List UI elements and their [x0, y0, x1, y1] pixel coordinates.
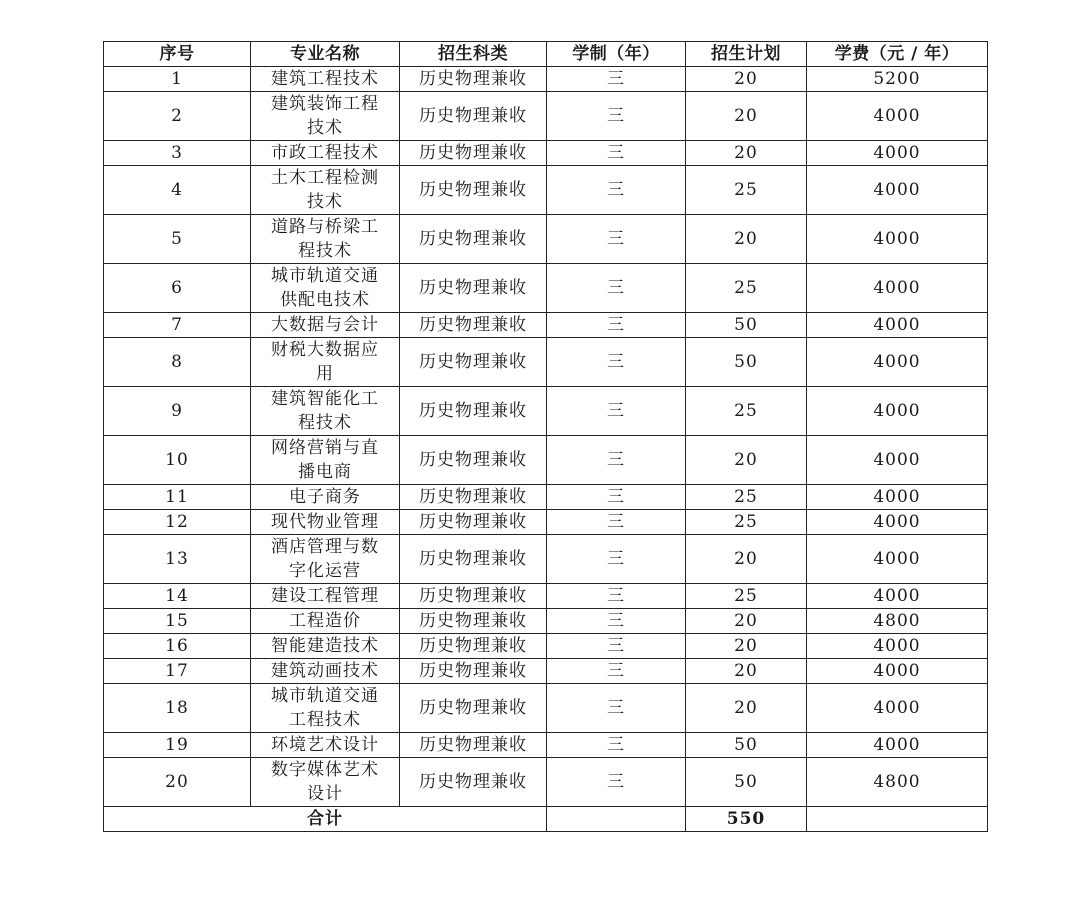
cell-years: 三: [547, 338, 686, 387]
table-row: [104, 264, 988, 313]
cell-years: 三: [547, 684, 686, 733]
cell-no: 20: [104, 758, 251, 807]
cell-years: 三: [547, 584, 686, 609]
cell-plan: 20: [686, 634, 807, 659]
cell-no: 12: [104, 510, 251, 535]
cell-category: 历史物理兼收: [400, 634, 547, 659]
cell-major: 数字媒体艺术 设计: [251, 758, 400, 807]
cell-major: 工程造价: [251, 609, 400, 634]
cell-no: 17: [104, 659, 251, 684]
table-row: [104, 659, 988, 684]
cell-plan: 20: [686, 67, 807, 92]
table-row: [104, 535, 988, 584]
table-row: [104, 313, 988, 338]
cell-category: 历史物理兼收: [400, 141, 547, 166]
cell-major: 智能建造技术: [251, 634, 400, 659]
cell-years: 三: [547, 387, 686, 436]
cell-fee: 4000: [807, 485, 988, 510]
cell-category: 历史物理兼收: [400, 313, 547, 338]
cell-fee: 4800: [807, 758, 988, 807]
cell-major: 城市轨道交通 工程技术: [251, 684, 400, 733]
table-row: [104, 338, 988, 387]
cell-category: 历史物理兼收: [400, 92, 547, 141]
cell-major: 道路与桥梁工 程技术: [251, 215, 400, 264]
cell-plan: 50: [686, 313, 807, 338]
column-header-category: 招生科类: [400, 42, 547, 67]
cell-fee: 4000: [807, 92, 988, 141]
total-label: 合计: [104, 807, 547, 832]
table-row: [104, 510, 988, 535]
cell-plan: 20: [686, 436, 807, 485]
cell-fee: 4000: [807, 387, 988, 436]
table-row: [104, 485, 988, 510]
cell-no: 15: [104, 609, 251, 634]
cell-no: 3: [104, 141, 251, 166]
cell-major: 电子商务: [251, 485, 400, 510]
cell-years: 三: [547, 733, 686, 758]
cell-no: 1: [104, 67, 251, 92]
cell-plan: 20: [686, 92, 807, 141]
cell-plan: 20: [686, 609, 807, 634]
cell-plan: 20: [686, 141, 807, 166]
cell-category: 历史物理兼收: [400, 758, 547, 807]
table-row: [104, 758, 988, 807]
cell-years: 三: [547, 634, 686, 659]
cell-no: 6: [104, 264, 251, 313]
cell-fee: 4000: [807, 584, 988, 609]
cell-plan: 20: [686, 684, 807, 733]
cell-years: 三: [547, 67, 686, 92]
cell-plan: 20: [686, 215, 807, 264]
cell-fee: 4000: [807, 338, 988, 387]
cell-years: 三: [547, 436, 686, 485]
cell-fee: 5200: [807, 67, 988, 92]
table-row: [104, 609, 988, 634]
cell-years: 三: [547, 609, 686, 634]
admissions-table: [103, 41, 988, 832]
cell-major: 财税大数据应 用: [251, 338, 400, 387]
cell-category: 历史物理兼收: [400, 338, 547, 387]
cell-major: 建设工程管理: [251, 584, 400, 609]
table-row: [104, 387, 988, 436]
cell-plan: 20: [686, 659, 807, 684]
cell-fee: 4000: [807, 684, 988, 733]
cell-plan: 50: [686, 733, 807, 758]
cell-category: 历史物理兼收: [400, 436, 547, 485]
cell-category: 历史物理兼收: [400, 535, 547, 584]
cell-category: 历史物理兼收: [400, 67, 547, 92]
cell-major: 酒店管理与数 字化运营: [251, 535, 400, 584]
cell-years: 三: [547, 313, 686, 338]
cell-major: 环境艺术设计: [251, 733, 400, 758]
cell-plan: 25: [686, 264, 807, 313]
column-header-major: 专业名称: [251, 42, 400, 67]
cell-category: 历史物理兼收: [400, 166, 547, 215]
cell-category: 历史物理兼收: [400, 584, 547, 609]
cell-years: 三: [547, 92, 686, 141]
column-header-no: 序号: [104, 42, 251, 67]
cell-fee: 4000: [807, 264, 988, 313]
cell-category: 历史物理兼收: [400, 510, 547, 535]
table-header-row: [104, 42, 988, 67]
table-row: [104, 684, 988, 733]
cell-major: 城市轨道交通 供配电技术: [251, 264, 400, 313]
cell-plan: 25: [686, 166, 807, 215]
cell-major: 现代物业管理: [251, 510, 400, 535]
cell-major: 网络营销与直 播电商: [251, 436, 400, 485]
cell-no: 19: [104, 733, 251, 758]
table-row: [104, 733, 988, 758]
column-header-fee: 学费（元 / 年）: [807, 42, 988, 67]
cell-no: 13: [104, 535, 251, 584]
cell-no: 2: [104, 92, 251, 141]
cell-major: 市政工程技术: [251, 141, 400, 166]
cell-fee: 4000: [807, 215, 988, 264]
cell-category: 历史物理兼收: [400, 387, 547, 436]
table-body: [104, 67, 988, 807]
column-header-plan: 招生计划: [686, 42, 807, 67]
cell-years: 三: [547, 535, 686, 584]
cell-plan: 25: [686, 485, 807, 510]
cell-no: 16: [104, 634, 251, 659]
table-row: [104, 166, 988, 215]
cell-no: 18: [104, 684, 251, 733]
cell-no: 4: [104, 166, 251, 215]
cell-years: 三: [547, 264, 686, 313]
cell-plan: 25: [686, 584, 807, 609]
table-row: [104, 92, 988, 141]
total-row: [104, 807, 988, 832]
cell-years: 三: [547, 166, 686, 215]
cell-plan: 50: [686, 758, 807, 807]
column-header-years: 学制（年）: [547, 42, 686, 67]
cell-plan: 25: [686, 387, 807, 436]
cell-years: 三: [547, 485, 686, 510]
cell-fee: 4000: [807, 313, 988, 338]
cell-category: 历史物理兼收: [400, 264, 547, 313]
cell-major: 土木工程检测 技术: [251, 166, 400, 215]
cell-major: 建筑智能化工 程技术: [251, 387, 400, 436]
cell-major: 建筑工程技术: [251, 67, 400, 92]
cell-category: 历史物理兼收: [400, 609, 547, 634]
cell-plan: 20: [686, 535, 807, 584]
cell-fee: 4000: [807, 510, 988, 535]
table-row: [104, 634, 988, 659]
cell-fee: 4000: [807, 634, 988, 659]
cell-plan: 50: [686, 338, 807, 387]
cell-no: 8: [104, 338, 251, 387]
cell-years: 三: [547, 758, 686, 807]
cell-major: 建筑装饰工程 技术: [251, 92, 400, 141]
cell-fee: 4000: [807, 659, 988, 684]
cell-category: 历史物理兼收: [400, 659, 547, 684]
total-plan: 550: [686, 807, 807, 832]
table-row: [104, 215, 988, 264]
cell-fee: 4000: [807, 436, 988, 485]
cell-major: 建筑动画技术: [251, 659, 400, 684]
cell-years: 三: [547, 141, 686, 166]
table-row: [104, 584, 988, 609]
cell-plan: 25: [686, 510, 807, 535]
cell-fee: 4000: [807, 535, 988, 584]
cell-fee: 4000: [807, 141, 988, 166]
cell-fee: 4000: [807, 166, 988, 215]
cell-fee: 4800: [807, 609, 988, 634]
cell-major: 大数据与会计: [251, 313, 400, 338]
cell-category: 历史物理兼收: [400, 215, 547, 264]
cell-no: 11: [104, 485, 251, 510]
cell-no: 9: [104, 387, 251, 436]
cell-category: 历史物理兼收: [400, 733, 547, 758]
cell-no: 14: [104, 584, 251, 609]
table-row: [104, 141, 988, 166]
cell-category: 历史物理兼收: [400, 684, 547, 733]
total-years-cell: [547, 807, 686, 832]
cell-no: 10: [104, 436, 251, 485]
total-fee-cell: [807, 807, 988, 832]
cell-no: 5: [104, 215, 251, 264]
cell-years: 三: [547, 215, 686, 264]
table-row: [104, 67, 988, 92]
cell-no: 7: [104, 313, 251, 338]
cell-years: 三: [547, 659, 686, 684]
cell-years: 三: [547, 510, 686, 535]
cell-category: 历史物理兼收: [400, 485, 547, 510]
cell-fee: 4000: [807, 733, 988, 758]
table-row: [104, 436, 988, 485]
